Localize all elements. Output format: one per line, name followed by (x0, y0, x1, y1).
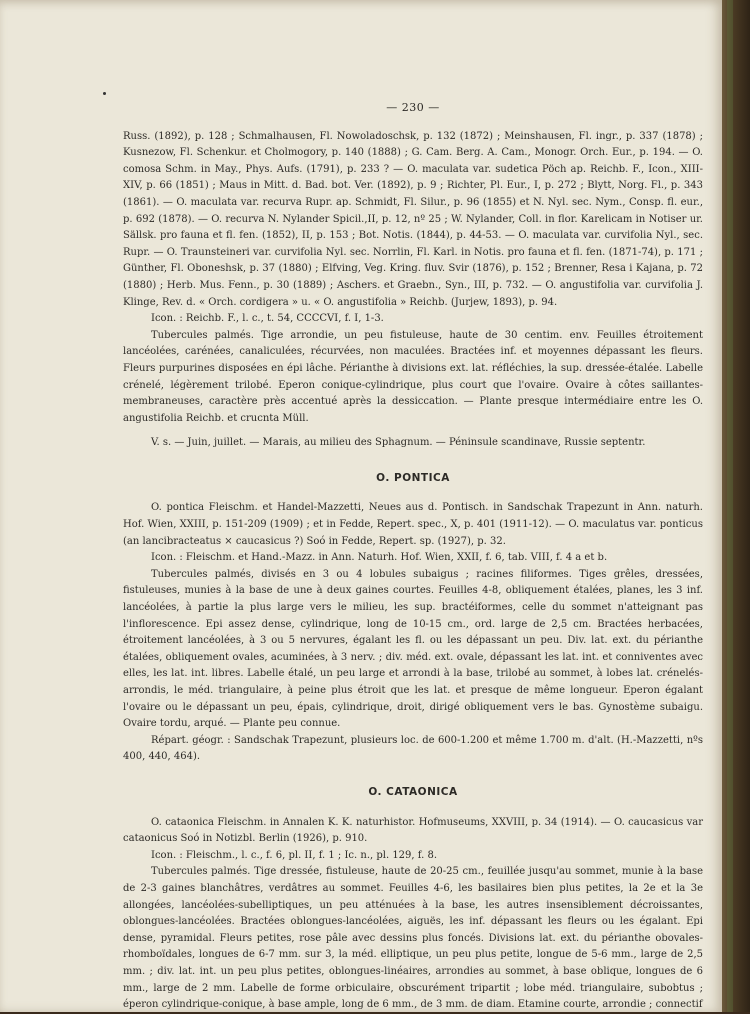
page-number: — 230 — (386, 101, 440, 114)
section-heading-pontica: O. PONTICA (376, 471, 450, 484)
pontica-distribution: Répart. géogr. : Sandschak Trapezunt, plusieurs loc. de 600-1.200 et même 1.700 m. d'alt. (H.-Mazzetti, nºs 400, 440, 464). (123, 734, 703, 763)
spine-stripe (727, 0, 733, 1012)
pontica-description: Tubercules palmés, divisés en 3 ou 4 lobules subaigus ; racines filiformes. Tiges grêles, dressées, fistuleuses, munies à la base de une à deux gaines courtes. Feuilles 4-8, obliquement étalées, planes, les 3 inf. lancéolées, à partie la plus large vers le milieu, les sup. bractéiformes, celle du sommet n'atteignant pas l'inflorescence. Epi assez dense, cylindrique, long de 10-15 cm., ord. large de 2,5 cm. Bractées herbacées, étroitement lancéolées, à 3 ou 5 nervures, égalant les fl. ou les dépassant un peu. Div. lat. ext. du périanthe étalées, obliquement ovales, acuminées, à 3 nerv. ; div. méd. ext. ovale, dépassant les lat. int. et conniventes avec elles, les lat. int. libres. Labelle étalé, un peu large et arrondi à la base, trilobé au sommet, à lobes lat. crénelés-arrondis, le méd. triangulaire, à peine plus étroit que les lat. et presque de même longueur. Eperon égalant l'ovaire ou le dépassant un peu, épais, cylindrique, droit, dirigé obliquement vers le bas. Gynostème subaigu. Ovaire tordu, arqué. — Plante peu connue. (123, 568, 703, 730)
icon-reference: Icon. : Reichb. F., l. c., t. 54, CCCCVI, f. I, 1-3. (151, 313, 384, 325)
pontica-synonymy: O. pontica Fleischm. et Handel-Mazzetti, Neues aus d. Pontisch. in Sandschak Trapezunt in Ann. naturh. Hof. Wien, XXIII, p. 151-209 (1909) ; et in Fedde, Repert. spec., X, p. 401 (1911-12). — O. maculatus var. ponticus (an lancibracteatus × caucasicus ?) Soó in Fedde, Repert. sp. (1927), p. 32. (123, 502, 703, 547)
section-heading-cataonica: O. CATAONICA (368, 785, 458, 798)
ink-speck (103, 92, 106, 95)
cataonica-description: Tubercules palmés. Tige dressée, fistuleuse, haute de 20-25 cm., feuillée jusqu'au sommet, munie à la base de 2-3 gaines blanchâtres, verdâtres au sommet. Feuilles 4-6, les basilaires bien plus petites, la 2e et la 3e allongées, lancéolées-subelliptiques, un peu atténuées à la base, les autres insensiblement décroissantes, oblongues-lancéolées. Bractées oblongues-lancéolées, aiguës, les inf. dépassant les fleurs ou les égalant. Epi dense, pyramidal. Fleurs petites, rose pâle avec dessins plus foncés. Divisions lat. ext. du périanthe obovales-rhomboïdales, longues de 6-7 mm. sur 3, la méd. elliptique, un peu plus petite, longue de 5-6 mm., large de 2,5 mm. ; div. lat. int. un peu plus petites, oblongues-linéaires, arrondies au sommet, à base oblique, longues de 6 mm., large de 2 mm. Labelle de forme orbiculaire, obscurément tripartit ; lobe méd. triangulaire, subobtus ; éperon cylindrique-conique, à base ample, long de 6 mm., de 3 mm. de diam. Etamine courte, arrondie ; connectif (123, 866, 703, 1011)
description-paragraph: Tubercules palmés. Tige arrondie, un peu fistuleuse, haute de 30 centim. env. Feuilles étroitement lancéolées, carénées, canaliculées, récurvées, non maculées. Bractées inf. et moyennes dépassant les fleurs. Fleurs purpurines disposées en épi lâche. Périanthe à divisions ext. lat. réfléchies, la sup. dressée-étalée. Labelle crénelé, légèrement trilobé. Eperon conique-cylindrique, plus court que l'ovaire. Ovaire à côtes saillantes-membraneuses, caractère près accentué après la dessiccation. — Plante presque intermédiaire entre les O. angustifolia Reichb. et crucnta Müll. (123, 329, 703, 424)
habitat-paragraph: V. s. — Juin, juillet. — Marais, au milieu des Sphagnum. — Péninsule scandinave, Russie septentr. (151, 437, 646, 449)
cataonica-synonymy: O. cataonica Fleischm. in Annalen K. K. naturhistor. Hofmuseums, XXVIII, p. 34 (1914). — O. caucasicus var cataonicus Soó in Notizbl. Berlin (1926), p. 910. (123, 816, 703, 845)
pontica-icon-reference: Icon. : Fleischm. et Hand.-Mazz. in Ann. Naturh. Hof. Wien, XXII, f. 6, tab. VIII, f. 4 a et b. (151, 552, 608, 564)
page-content (123, 100, 703, 1014)
cataonica-icon-reference: Icon. : Fleischm., l. c., f. 6, pl. II, f. 1 ; Ic. n., pl. 129, f. 8. (151, 849, 438, 861)
synonymy-paragraph: Russ. (1892), p. 128 ; Schmalhausen, Fl. Nowoladoschsk, p. 132 (1872) ; Meinshausen, Fl. ingr., p. 337 (1878) ; Kusnezow, Fl. Schenkur. et Cholmogory, p. 140 (1888) ; G. Cam. Berg. A. Cam., Monogr. Orch. Eur., p. 194. — O. comosa Schm. in May., Phys. Aufs. (1791), p. 233 ? — O. maculata var. sudetica Pöch ap. Reichb. F., Icon., XIII-XIV, p. 66 (1851) ; Maus in Mitt. d. Bad. bot. Ver. (1892), p. 9 ; Richter, Pl. Eur., I, p. 272 ; Blytt, Norg. Fl., p. 343 (1861). — O. maculata var. recurva Rupr. ap. Schmidt, Fl. Silur., p. 96 (1855) et N. Nyl. sec. Nym., Consp. fl. eur., p. 692 (1878). — O. recurva N. Nylander Spicil.,II, p. 12, nº 25 ; W. Nylander, Coll. in flor. Karelicam in Notiser ur. Sällsk. pro fauna et fl. fen. (1852), II, p. 153 ; Bot. Notis. (1844), p. 44-53. — O. maculata var. curvifolia Nyl., sec. Rupr. — O. Traunsteineri var. curvifolia Nyl. sec. Norrlin, Fl. Karl. in Notis. pro fauna et fl. fen. (1871-74), p. 171 ; Günther, Fl. Oboneshsk, p. 37 (1880) ; Elfving, Veg. Kring. fluv. Svir (1876), p. 152 ; Brenner, Resa i Kajana, p. 72 (1880) ; Herb. Mus. Fenn., p. 30 (1889) ; Aschers. et Graebn., Syn., III, p. 732. — O. angustifolia var. curvifolia J. Klinge, Rev. d. « Orch. cordigera » u. « O. angustifolia » Reichb. (Jurjew, 1893), p. 94. (123, 130, 703, 308)
